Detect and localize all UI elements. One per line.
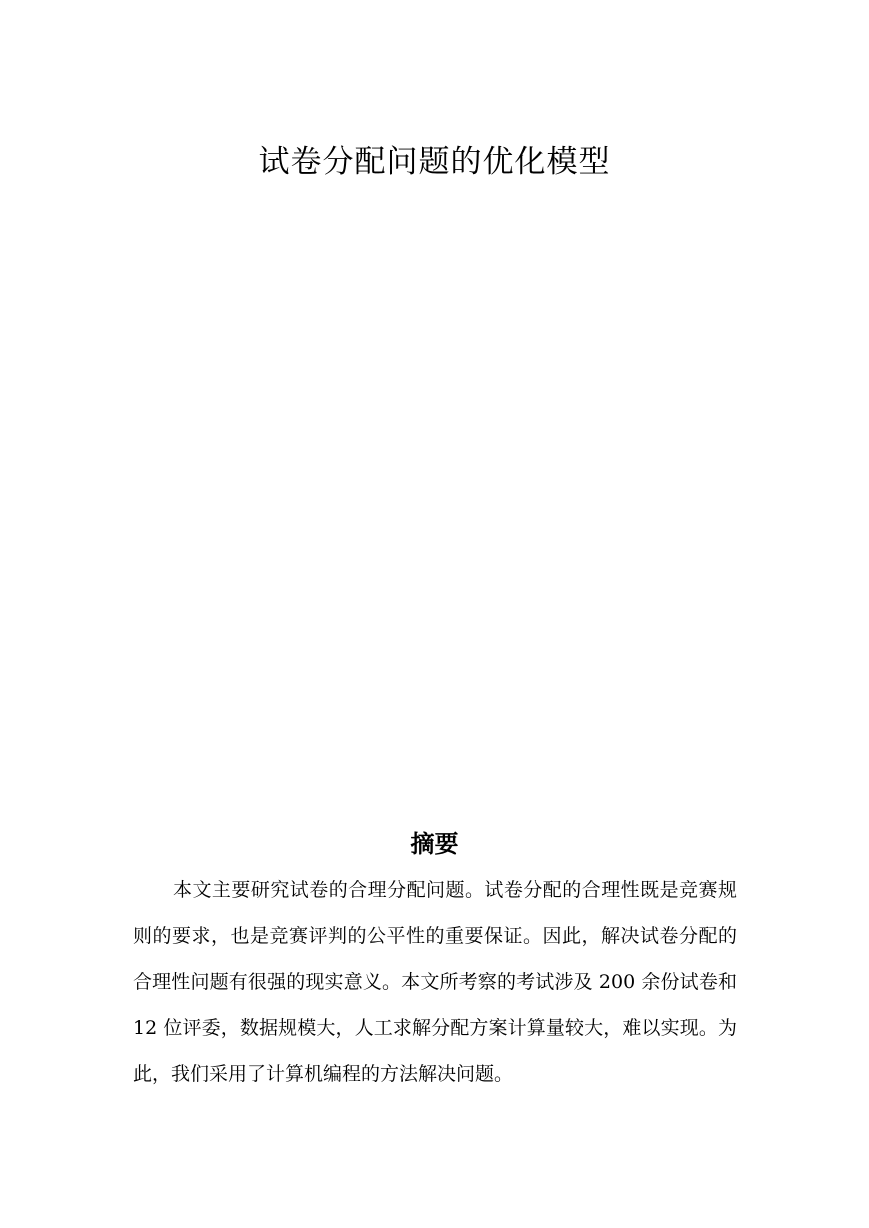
- abstract-heading: 摘要: [410, 829, 459, 858]
- paper-title: 试卷分配问题的优化模型: [258, 144, 611, 180]
- abstract-paragraph: 本文主要研究试卷的合理分配问题。试卷分配的合理性既是竞赛规则的要求，也是竞赛评判的公平性的重要保证。因此，解决试卷分配的合理性问题有很强的现实意义。本文所考察的考试涉及 200 余份试卷和 12 位评委，数据规模大，人工求解分配方案计算量较大，难以实现。为此，我们采用了计算机编程的方法解决问题。: [133, 879, 737, 1085]
